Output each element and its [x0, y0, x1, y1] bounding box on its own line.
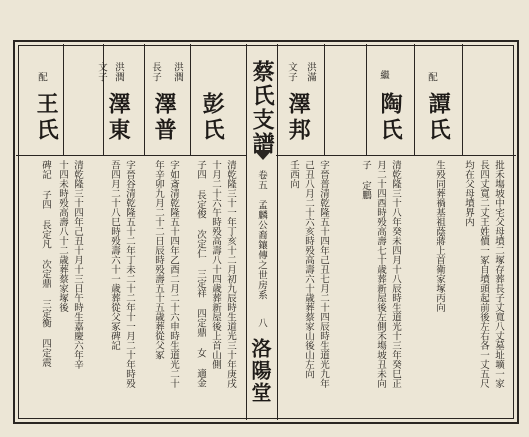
right-body-line: 字晉普清乾隆五十四年己丑七月二十四辰時生道光九年 [317, 160, 329, 388]
left-body-line: 子四 長定俊 次定仁 三定祥 四定鼎 女 適金 [194, 160, 206, 388]
page-number: 八 [255, 318, 267, 328]
left-body-line: 十月二十六午時殁高壽八十四歳葬新屋後上首山側 [209, 160, 221, 369]
left-person-zepu: 澤普 [151, 92, 178, 144]
left-body-line: 碑記 子四 長定凡 次定鼎 三定衡 四定震 [39, 160, 51, 367]
book-title: 蔡氏支譜 [249, 60, 276, 156]
right-body-line: 月二十四酉時殁高壽七十歳葬新屋後左側禾塲坡丑未向 [374, 160, 386, 388]
left-gen-a: 文子 [95, 62, 107, 82]
right-divider-4 [462, 44, 463, 155]
right-body-line: 批禾塲坡中宅父母墳二塚存葬長子丈寬八丈墓址壙一家 [492, 160, 504, 388]
left-divider-1 [63, 44, 64, 155]
left-divider-2 [103, 44, 104, 155]
left-person-pengshi: 彭氏 [199, 92, 226, 144]
left-gen-e: 配 [35, 72, 47, 82]
hall-name: 洛陽堂 [248, 338, 272, 404]
left-body-line: 字如斎清乾隆五十四年乙酉二月二十六申時生道光二十 [167, 160, 179, 388]
section-label: 孟麟公裔鑲傳之世房系 [255, 200, 267, 300]
right-gen-b: 洪滿 [304, 62, 316, 82]
right-body-line: 長四丈寬二丈王姓價一冢自墳頭起前後左右各一丈五尺 [477, 160, 489, 388]
left-gen-c: 長子 [149, 62, 161, 82]
right-body-line: 子 定鵬 [359, 160, 371, 200]
left-body-line: 清乾隆三十一年丁亥十二月初九辰時生道光三十年庚戌 [224, 160, 236, 388]
left-body-line: 十四未時殁高壽八十二歳葬蔡家塚後 [56, 160, 68, 312]
right-body-line: 清乾隆三十八年癸未四月十八辰時生道光十三年癸巳正 [389, 160, 401, 388]
right-gen-a: 文子 [285, 62, 297, 82]
right-person-zebang: 澤邦 [285, 92, 312, 144]
left-header-rule [16, 155, 246, 156]
volume-label: 卷五 [255, 170, 267, 190]
right-body-line: 生殁同葬禍基祖蔭蔣上首衛家塚丙向 [433, 160, 445, 312]
left-gen-d: 洪潤 [171, 62, 183, 82]
right-gen-d: 配 [425, 72, 437, 82]
left-body-line: 吾四月二十八巳時殁壽六十一歳葬從父冢碑記 [108, 160, 120, 350]
right-divider-3 [414, 44, 415, 155]
left-divider-3 [144, 44, 145, 155]
right-divider-1 [324, 44, 325, 155]
left-gen-b: 洪潤 [112, 62, 124, 82]
right-body-line: 均在父母墳界内 [462, 160, 474, 227]
right-body-line: 己丑八月二十六亥時殁高壽六十歳葬蔡家山後山左向 [302, 160, 314, 379]
right-person-taoshi: 陶氏 [377, 92, 404, 144]
left-person-zedong: 澤東 [105, 92, 132, 144]
fish-tail-mark [254, 150, 272, 160]
right-gen-c: 繼 [377, 70, 389, 80]
right-divider-2 [366, 44, 367, 155]
left-body-line: 年辛卯九月二十二日辰時殁壽五十五歳葬從父冢 [152, 160, 164, 360]
left-divider-4 [190, 44, 191, 155]
right-spouse-tanshi: 譚氏 [425, 92, 452, 144]
right-body-line: 壬西向 [287, 160, 299, 189]
left-spouse-wangshi: 王氏 [33, 92, 60, 144]
left-body-line: 清乾隆三十四年己丑十月十三日午時生嘉慶六年辛 [71, 160, 83, 369]
right-header-rule [276, 155, 516, 156]
left-body-line: 字晉谷清乾隆五十二年丁未二十二年十一月二十年時殁 [123, 160, 135, 388]
